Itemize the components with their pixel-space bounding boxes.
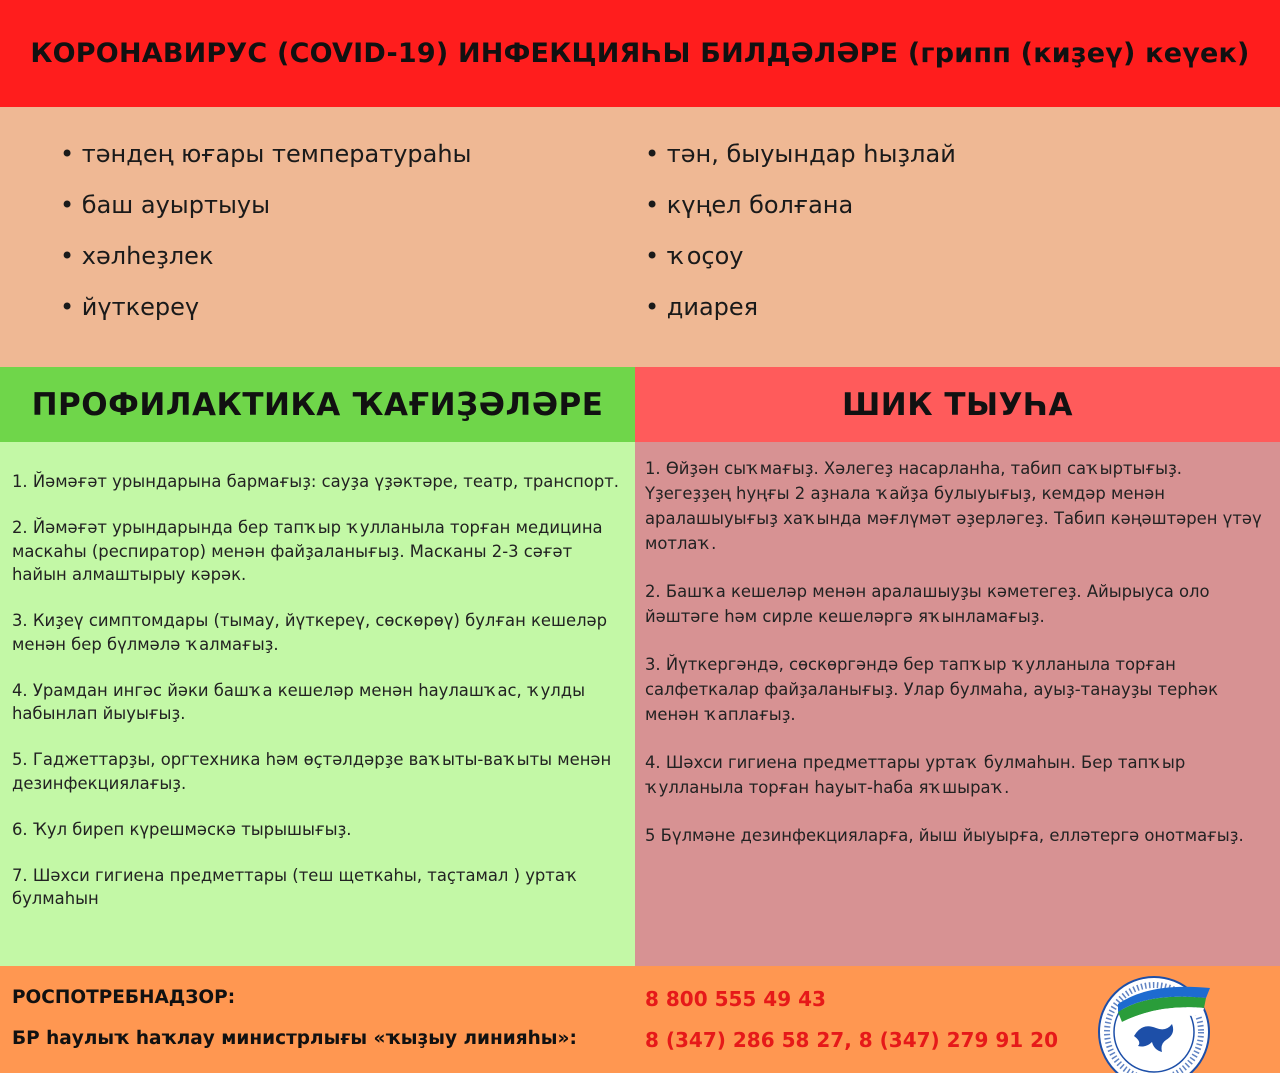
congress-emblem-icon bbox=[1088, 974, 1228, 1073]
symptom-item: • баш ауыртыуы bbox=[60, 191, 271, 219]
prevention-rule: 7. Шәхси гигиена предметтары (теш щеткаһы, таҫтамал ) уртаҡ булмаһын bbox=[12, 865, 579, 908]
symptom-item: • күңел болғана bbox=[645, 191, 854, 219]
page-title: КОРОНАВИРУС (COVID-19) ИНФЕКЦИЯҺЫ БИЛДӘЛӘРЕ (грипп (киҙеү) кеүек) bbox=[30, 38, 1250, 69]
prevention-rule: 3. Киҙеү симптомдары (тымау, йүткереү, сөскөрөү) булған кешеләр менән бер бүлмәлә ҡалмағыҙ. bbox=[12, 611, 608, 654]
panic-rule: 1. Өйҙән сыҡмағыҙ. Хәлегеҙ насарланһа, табип саҡыртығыҙ. Үҙегеҙҙең һуңғы 2 аҙнала ҡайҙа булыуығыҙ, кемдәр менән аралашыуығыҙ хаҡында мәғлүмәт әҙерләгеҙ. Табип кәңәштәрен үтәү мотлаҡ. bbox=[645, 459, 1262, 553]
org-label-ministry: БР һаулыҡ һаҡлау министрлығы «ҡыҙыу линияһы»: bbox=[12, 1028, 577, 1049]
prevention-title: ПРОФИЛАКТИКА ҠАҒИҘӘЛӘРЕ bbox=[31, 386, 604, 423]
symptoms-panel bbox=[0, 107, 1280, 367]
prevention-rule: 1. Йәмәғәт урындарына бармағыҙ: сауҙа үҙәктәре, театр, транспорт. bbox=[12, 472, 619, 491]
prevention-rule: 5. Гаджеттарҙы, оргтехника һәм өҫтәлдәрҙе ваҡыты-ваҡыты менән дезинфекциялағыҙ. bbox=[12, 750, 612, 793]
panic-header bbox=[635, 367, 1280, 442]
prevention-rules bbox=[0, 442, 635, 966]
hotline-phone-2[interactable]: 8 (347) 286 58 27, 8 (347) 279 91 20 bbox=[645, 1028, 1058, 1052]
symptom-item: • йүткереү bbox=[60, 293, 200, 321]
prevention-rule: 6. Ҡул биреп күрешмәскә тырышығыҙ. bbox=[12, 819, 352, 839]
symptom-item: • хәлһеҙлек bbox=[60, 242, 214, 270]
panic-rules bbox=[635, 442, 1280, 966]
panic-rule: 5 Бүлмәне дезинфекцияларға, йыш йыуырға, елләтергә онотмағыҙ. bbox=[645, 826, 1244, 845]
panic-rule: 3. Йүткергәндә, сөскөргәндә бер тапҡыр ҡулланыла торған салфеткалар файҙаланығыҙ. Улар булмаһа, ауыҙ-танауҙы терһәк менән ҡаплағыҙ. bbox=[645, 655, 1218, 724]
panic-rule: 2. Башҡа кешеләр менән аралашыуҙы кәметегеҙ. Айырыуса оло йәштәге һәм сирле кешеләргә яҡынламағыҙ. bbox=[645, 582, 1210, 626]
symptom-item: • тән, быуындар һыҙлай bbox=[645, 140, 956, 168]
symptoms-right-list bbox=[645, 133, 956, 337]
hotline-phone-1[interactable]: 8 800 555 49 43 bbox=[645, 987, 826, 1011]
panic-title: ШИК ТЫУҺА bbox=[841, 386, 1074, 423]
prevention-rule: 2. Йәмәғәт урындарында бер тапҡыр ҡулланыла торған медицина маскаһы (респиратор) менән файҙаланығыҙ. Масканы 2-3 сәғәт һайын алмаштырыу кәрәк. bbox=[12, 518, 603, 584]
symptoms-left-list bbox=[60, 133, 472, 337]
symptom-item: • ҡоҫоу bbox=[645, 242, 744, 270]
symptom-item: • диарея bbox=[645, 293, 759, 321]
prevention-rule: 4. Урамдан ингәс йәки башҡа кешеләр менән һаулашҡас, ҡулды һабынлап йыуығыҙ. bbox=[12, 680, 586, 723]
symptom-item: • тәндең юғары температураһы bbox=[60, 140, 472, 168]
panic-rule: 4. Шәхси гигиена предметтары уртаҡ булмаһын. Бер тапҡыр ҡулланыла торған һауыт-һаба яҡшыраҡ. bbox=[645, 753, 1186, 797]
org-label-rospotrebnadzor: РОСПОТРЕБНАДЗОР: bbox=[12, 987, 236, 1008]
prevention-header bbox=[0, 367, 635, 442]
header-banner bbox=[0, 0, 1280, 107]
